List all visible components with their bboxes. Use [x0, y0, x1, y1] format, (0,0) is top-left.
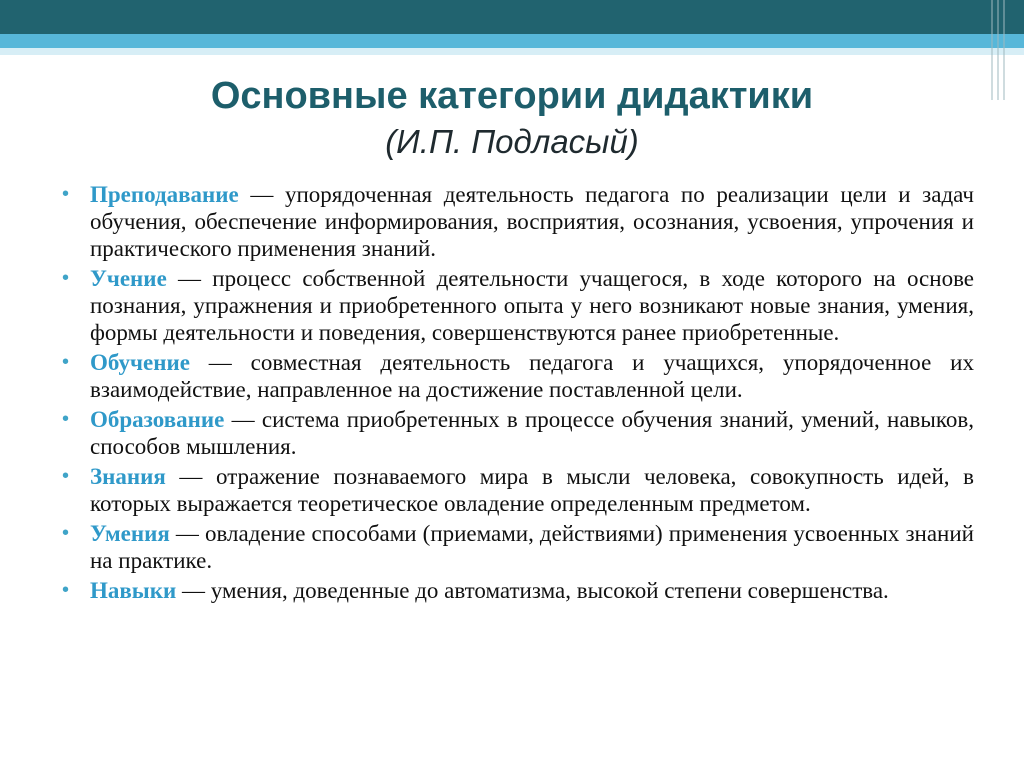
definition: — упорядоченная деятельность педагога по реализации цели и задач обучения, обеспечение информирования, восприятия, осознания, усвоения, упрочения и практического применения знаний.: [90, 182, 974, 261]
list-item: [62, 520, 974, 574]
list-item: [62, 181, 974, 262]
definition: — совместная деятельность педагога и учащихся, упорядоченное их взаимодействие, направленное на достижение поставленной цели.: [90, 350, 974, 402]
term: Учение: [90, 266, 167, 291]
definition: — овладение способами (приемами, действиями) применения усвоенных знаний на практике.: [90, 521, 974, 573]
header-stripe-light: [0, 48, 1024, 55]
definition: — система приобретенных в процессе обучения знаний, умений, навыков, способов мышления.: [90, 407, 974, 459]
bullet-icon: •: [62, 267, 70, 289]
list-item: [62, 265, 974, 346]
term: Обучение: [90, 350, 190, 375]
bullet-icon: •: [62, 579, 70, 601]
list-item: [62, 463, 974, 517]
list-item: [62, 406, 974, 460]
definition: — умения, доведенные до автоматизма, высокой степени совершенства.: [176, 578, 889, 603]
header-stripe: [0, 34, 1024, 48]
definition: — отражение познаваемого мира в мысли человека, совокупность идей, в которых выражается теоретическое овладение определенным предметом.: [90, 464, 974, 516]
bullet-icon: •: [62, 522, 70, 544]
term: Навыки: [90, 578, 177, 603]
bullet-icon: •: [62, 465, 70, 487]
term: Образование: [90, 407, 225, 432]
definition: — процесс собственной деятельности учащегося, в ходе которого на основе познания, упражнения и приобретенного опыта у него возникают новые знания, умения, формы деятельности и поведения, совершенствуются ранее приобретенные.: [90, 266, 974, 345]
list-item: [62, 577, 974, 604]
bullet-icon: •: [62, 408, 70, 430]
bullet-icon: •: [62, 351, 70, 373]
bullet-icon: •: [62, 183, 70, 205]
term: Умения: [90, 521, 170, 546]
term: Знания: [90, 464, 166, 489]
slide-subtitle: (И.П. Подласый): [385, 123, 639, 160]
definitions-list: [62, 181, 974, 607]
term: Преподавание: [90, 182, 239, 207]
list-item: [62, 349, 974, 403]
header-bar: [0, 0, 1024, 34]
slide-title: Основные категории дидактики: [210, 75, 814, 117]
